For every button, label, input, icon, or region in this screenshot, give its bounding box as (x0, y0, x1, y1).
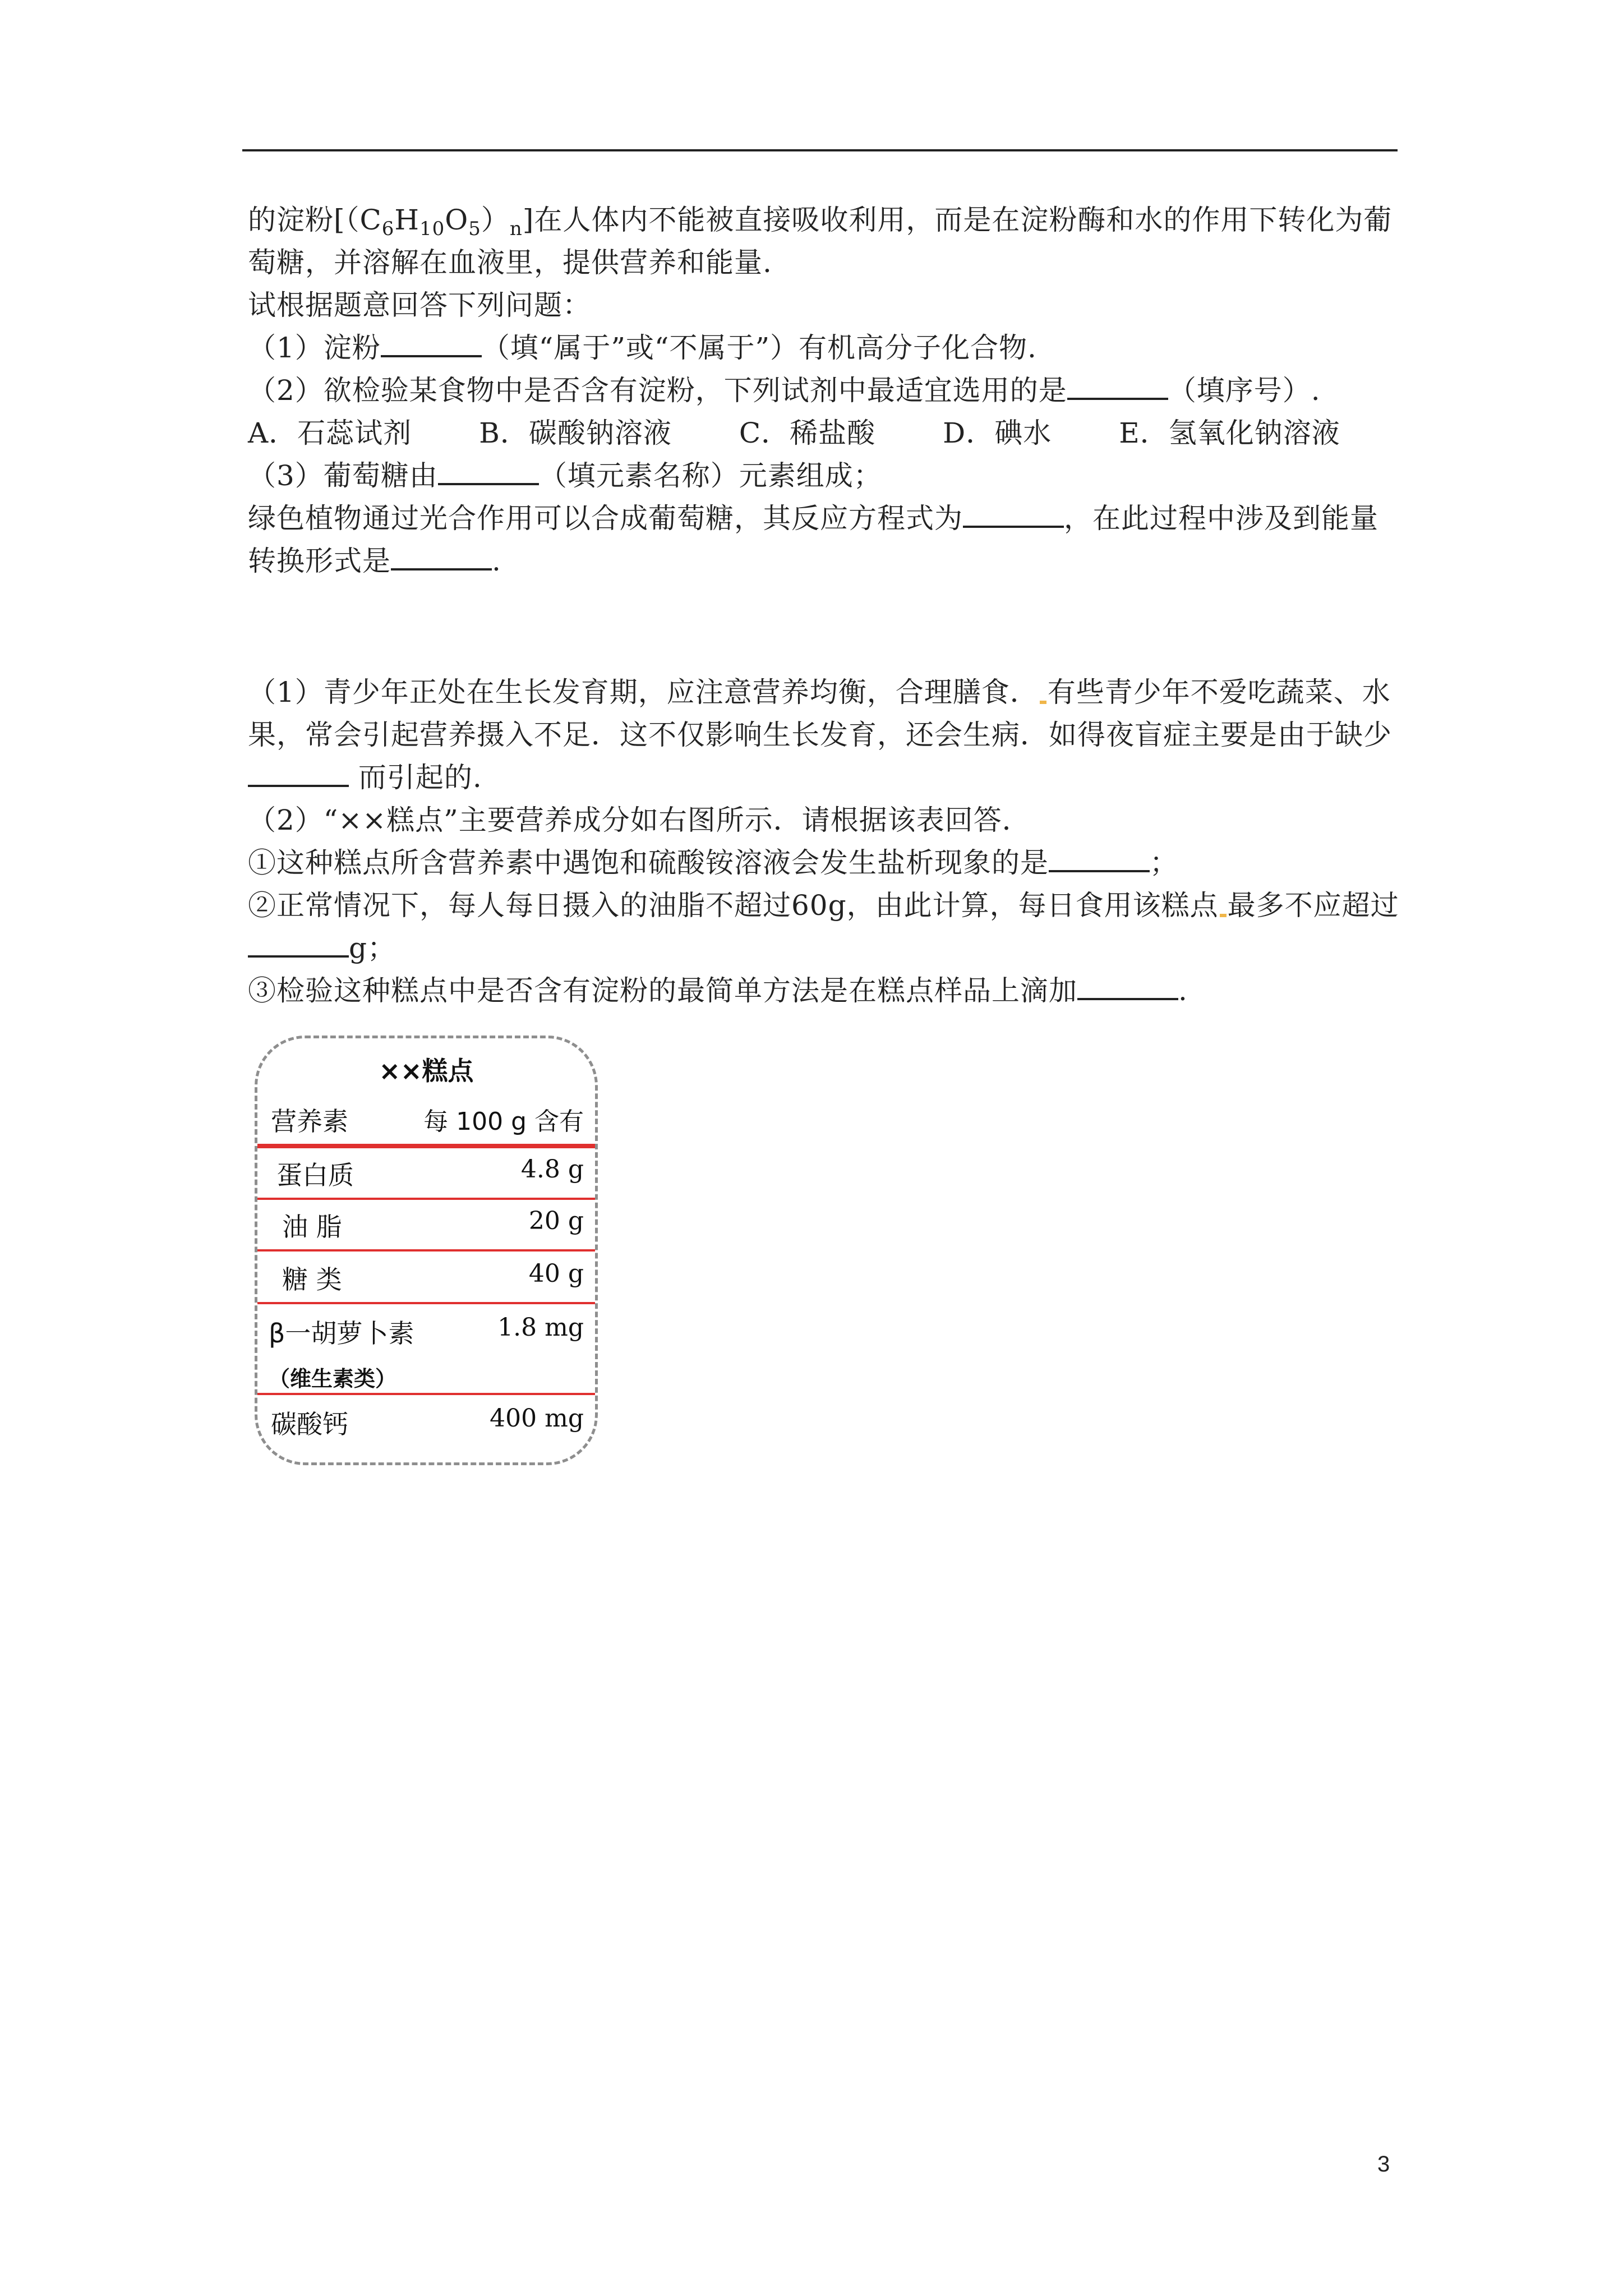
text-line-3: 试根据题意回答下列问题： (248, 289, 591, 321)
highlight-mark (1220, 914, 1227, 917)
question-3: （3）葡萄糖由 （填元素名称）元素组成； (248, 459, 882, 492)
options-line (248, 412, 1340, 454)
option-e: E．氢氧化钠溶液 (1119, 417, 1340, 449)
answer-blank[interactable] (1067, 375, 1168, 400)
part2-question-1: ①这种糕点所含营养素中遇饱和硫酸铵溶液会发生盐析现象的是 ； (248, 846, 1178, 879)
question-3-equation: 绿色植物通过光合作用可以合成葡萄糖，其反应方程式为 ，在此过程中涉及到能量 (248, 502, 1378, 535)
question-2: （2）欲检验某食物中是否含有淀粉，下列试剂中最适宜选用的是 （填序号）. (248, 374, 1321, 407)
part2-line-3: 而引起的. (248, 756, 482, 799)
option-b: B．碳酸钠溶液 (479, 417, 672, 449)
divider (257, 1302, 595, 1304)
highlight-mark (1040, 701, 1046, 704)
header-name: 营养素 (271, 1106, 348, 1137)
nutrition-label-card: ××糕点 营养素 每 100 g 含有 蛋白质 4.8 g 油 脂 20 g 糖 类 40 g β一胡萝卜素 1.8 mg （维生素类） 碳酸钙 400 mg (255, 1036, 598, 1465)
part2-question-2: ②正常情况下，每人每日摄入的油脂不超过60g，由此计算，每日食用该糕点 最多不应超过 (248, 889, 1399, 922)
divider (257, 1393, 595, 1395)
answer-blank[interactable] (381, 333, 482, 357)
text-line-1: 的淀粉$[(C_6H_{10}O_5)_n]$在人体内不能被直接吸收利用，而是在淀粉酶和水的作用下转化为葡 (248, 204, 1393, 240)
option-c: C．稀盐酸 (739, 417, 876, 449)
answer-blank[interactable] (963, 503, 1064, 528)
divider (257, 1249, 595, 1251)
row-note: （维生素类） (269, 1366, 397, 1391)
question-1: （1）淀粉 （填“属于”或“不属于”）有机高分子化合物. (248, 332, 1037, 364)
text-line-2: 萄糖，并溶解在血液里，提供营养和能量. (248, 246, 772, 279)
option-d: D．碘水 (943, 417, 1052, 449)
part2-line-1: （1）青少年正处在生长发育期，应注意营养均衡，合理膳食． 有些青少年不爱吃蔬菜、水 (248, 676, 1391, 708)
answer-blank[interactable] (1077, 976, 1178, 1000)
divider (257, 1198, 595, 1200)
answer-blank[interactable] (248, 933, 349, 958)
header-rule (242, 149, 1398, 151)
part2-question-2-cont: g； (248, 927, 396, 969)
answer-blank[interactable] (391, 546, 492, 570)
page-number: 3 (1377, 2152, 1390, 2177)
part2-line-4: （2）“××糕点”主要营养成分如右图所示．请根据该表回答． (248, 804, 1031, 836)
answer-blank[interactable] (1049, 848, 1150, 872)
option-a: A．石蕊试剂 (248, 417, 412, 449)
divider (257, 1144, 595, 1148)
part2-question-3: ③检验这种糕点中是否含有淀粉的最简单方法是在糕点样品上滴加 . (248, 974, 1188, 1007)
header-value: 每 100 g 含有 (423, 1107, 584, 1136)
question-3-energy: 转换形式是 . (248, 545, 501, 577)
part2-line-2: 果，常会引起营养摄入不足．这不仅影响生长发育，还会生病．如得夜盲症主要是由于缺少 (248, 719, 1392, 751)
answer-blank[interactable] (438, 461, 539, 485)
card-title: ××糕点 (379, 1056, 474, 1086)
answer-blank[interactable] (248, 762, 349, 787)
